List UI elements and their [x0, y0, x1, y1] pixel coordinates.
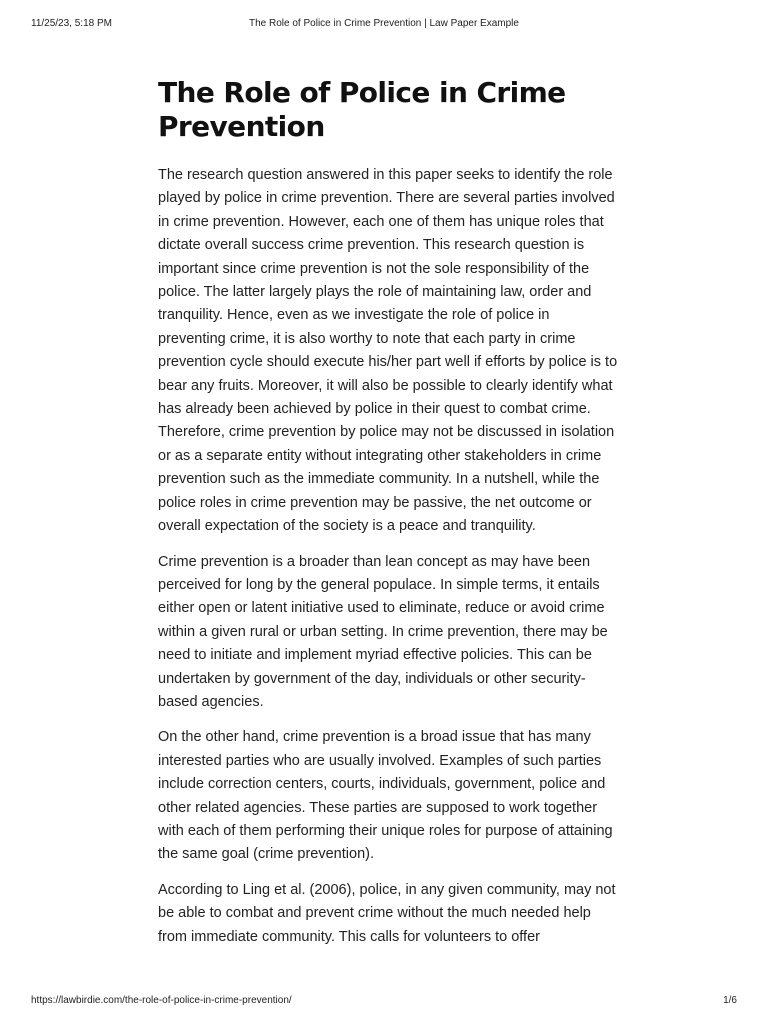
article [158, 76, 618, 961]
print-header [31, 18, 737, 32]
print-datetime: 11/25/23, 5:18 PM [31, 18, 112, 29]
article-paragraph: The research question answered in this paper seeks to identify the role played by police in crime prevention. There are several parties involved in crime prevention. However, each one of them has unique roles that dictate overall success crime prevention. This research question is important since crime prevention is not the sole responsibility of the police. The latter largely plays the role of maintaining law, order and tranquility. Hence, even as we investigate the role of police in preventing crime, it is also worthy to note that each party in crime prevention cycle should execute his/her part well if efforts by police is to bear any fruits. Moreover, it will also be possible to clearly identify what has already been achieved by police in their quest to combat crime. Therefore, crime prevention by police may not be discussed in isolation or as a separate entity without integrating other stakeholders in crime prevention such as the immediate community. In a nutshell, while the police roles in crime prevention may be passive, the net outcome or overall expectation of the society is a peace and tranquility. [158, 167, 618, 535]
article-paragraph: On the other hand, crime prevention is a broad issue that has many interested parties who are usually involved. Examples of such parties include correction centers, courts, individuals, government, police and other related agencies. These parties are supposed to work together with each of them performing their unique roles for purpose of attaining the same goal (crime prevention). [158, 729, 613, 863]
article-paragraph: Crime prevention is a broader than lean concept as may have been perceived for long by the general populace. In simple terms, it entails either open or latent initiative used to eliminate, reduce or avoid crime within a given rural or urban setting. In crime prevention, there may be need to initiate and implement myriad effective policies. This can be undertaken by government of the day, individuals or other security-based agencies. [158, 553, 608, 710]
article-body [158, 164, 618, 949]
print-page-indicator: 1/6 [723, 995, 737, 1006]
article-title: The Role of Police in Crime Prevention [158, 76, 566, 143]
print-footer [31, 995, 737, 1009]
print-source-url: https://lawbirdie.com/the-role-of-police-in-crime-prevention/ [31, 995, 292, 1006]
article-paragraph: According to Ling et al. (2006), police, in any given community, may not be able to combat and prevent crime without the much needed help from immediate community. This calls for volunteers to offer [158, 881, 616, 945]
print-document-title: The Role of Police in Crime Prevention | Law Paper Example [249, 18, 519, 29]
